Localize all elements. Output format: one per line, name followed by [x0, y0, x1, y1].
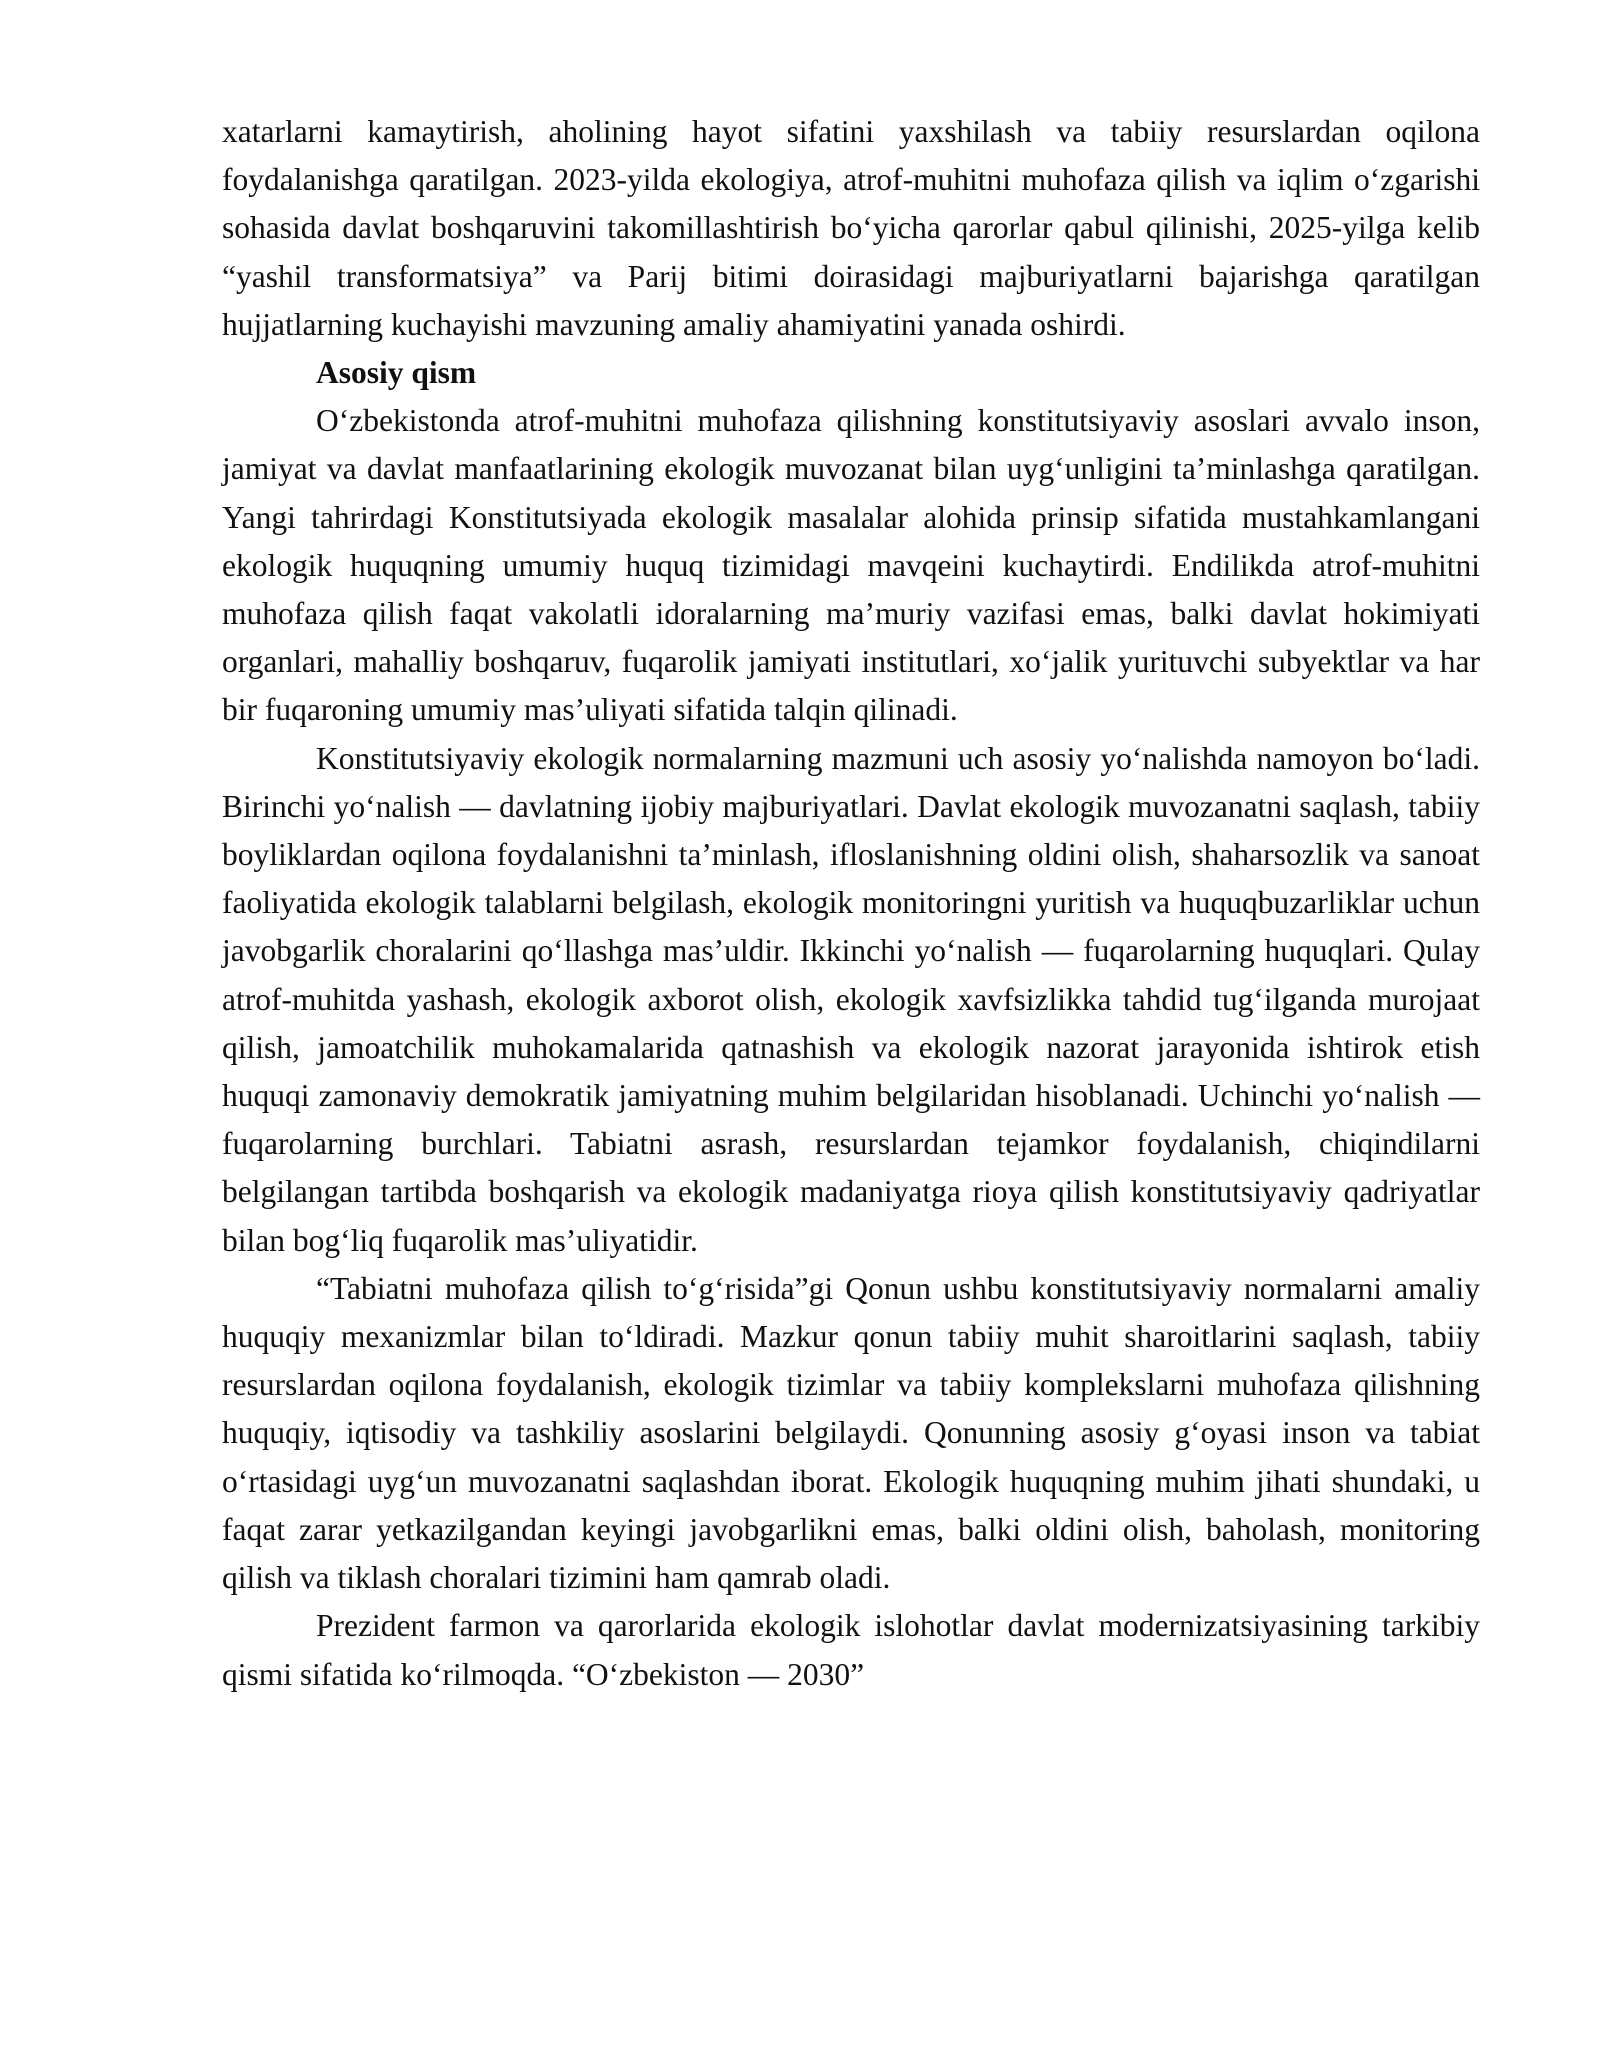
- section-heading: Asosiy qism: [316, 355, 477, 391]
- body-paragraph-2: Konstitutsiyaviy ekologik normalarning mazmuni uch asosiy yo‘nalishda namoyon bo‘ladi. Birinchi yo‘nalish — davlatning ijobiy majburiyatlari. Davlat ekologik muvozanatni saqlash, tabiiy boyliklardan oqilona foydalanishni ta’minlash, ifloslanishning oldini olish, shaharsozlik va sanoat faoliyatida ekologik talablarni belgilash, ekologik monitoringni yuritish va huquqbuzarliklar uchun javobgarlik choralarini qo‘llashga mas’uldir. Ikkinchi yo‘nalish — fuqarolarning huquqlari. Qulay atrof-muhitda yashash, ekologik axborot olish, ekologik xavfsizlikka tahdid tug‘ilganda murojaat qilish, jamoatchilik muhokamalarida qatnashish va ekologik nazorat jarayonida ishtirok etish huquqi zamonaviy demokratik jamiyatning muhim belgilaridan hisoblanadi. Uchinchi yo‘nalish — fuqarolarning burchlari. Tabiatni asrash, resurslardan tejamkor foydalanish, chiqindilarni belgilangan tartibda boshqarish va ekologik madaniyatga rioya qilish konstitutsiyaviy qadriyatlar bilan bog‘liq fuqarolik mas’uliyatidir.: [222, 740, 1480, 1258]
- body-paragraph-3: “Tabiatni muhofaza qilish to‘g‘risida”gi Qonun ushbu konstitutsiyaviy normalarni amaliy huquqiy mexanizmlar bilan to‘ldiradi. Mazkur qonun tabiiy muhit sharoitlarini saqlash, tabiiy resurslardan oqilona foydalanish, ekologik tizimlar va tabiiy komplekslarni muhofaza qilishning huquqiy, iqtisodiy va tashkiliy asoslarini belgilaydi. Qonunning asosiy g‘oyasi inson va tabiat o‘rtasidagi uyg‘un muvozanatni saqlashdan iborat. Ekologik huquqning muhim jihati shundaki, u faqat zarar yetkazilgandan keyingi javobgarlikni emas, balki oldini olish, baholash, monitoring qilish va tiklash choralari tizimini ham qamrab oladi.: [222, 1270, 1480, 1596]
- document-page: [222, 108, 1480, 1699]
- body-paragraph-1: O‘zbekistonda atrof-muhitni muhofaza qilishning konstitutsiyaviy asoslari avvalo inson, jamiyat va davlat manfaatlarining ekologik muvozanat bilan uyg‘unligini ta’minlashga qaratilgan. Yangi tahrirdagi Konstitutsiyada ekologik masalalar alohida prinsip sifatida mustahkamlangani ekologik huquqning umumiy huquq tizimidagi mavqeini kuchaytirdi. Endilikda atrof-muhitni muhofaza qilish faqat vakolatli idoralarning ma’muriy vazifasi emas, balki davlat hokimiyati organlari, mahalliy boshqaruv, fuqarolik jamiyati institutlari, xo‘jalik yurituvchi subyektlar va har bir fuqaroning umumiy mas’uliyati sifatida talqin qilinadi.: [222, 403, 1480, 728]
- body-paragraph-4: Prezident farmon va qarorlarida ekologik islohotlar davlat modernizatsiyasining tarkibiy qismi sifatida ko‘rilmoqda. “O‘zbekiston — 2030”: [222, 1608, 1480, 1692]
- intro-paragraph: xatarlarni kamaytirish, aholining hayot sifatini yaxshilash va tabiiy resurslardan oqilona foydalanishga qaratilgan. 2023-yilda ekologiya, atrof-muhitni muhofaza qilish va iqlim o‘zgarishi sohasida davlat boshqaruvini takomillashtirish bo‘yicha qarorlar qabul qilinishi, 2025-yilga kelib “yashil transformatsiya” va Parij bitimi doirasidagi majburiyatlarni bajarishga qaratilgan hujjatlarning kuchayishi mavzuning amaliy ahamiyatini yanada oshirdi.: [222, 114, 1480, 342]
